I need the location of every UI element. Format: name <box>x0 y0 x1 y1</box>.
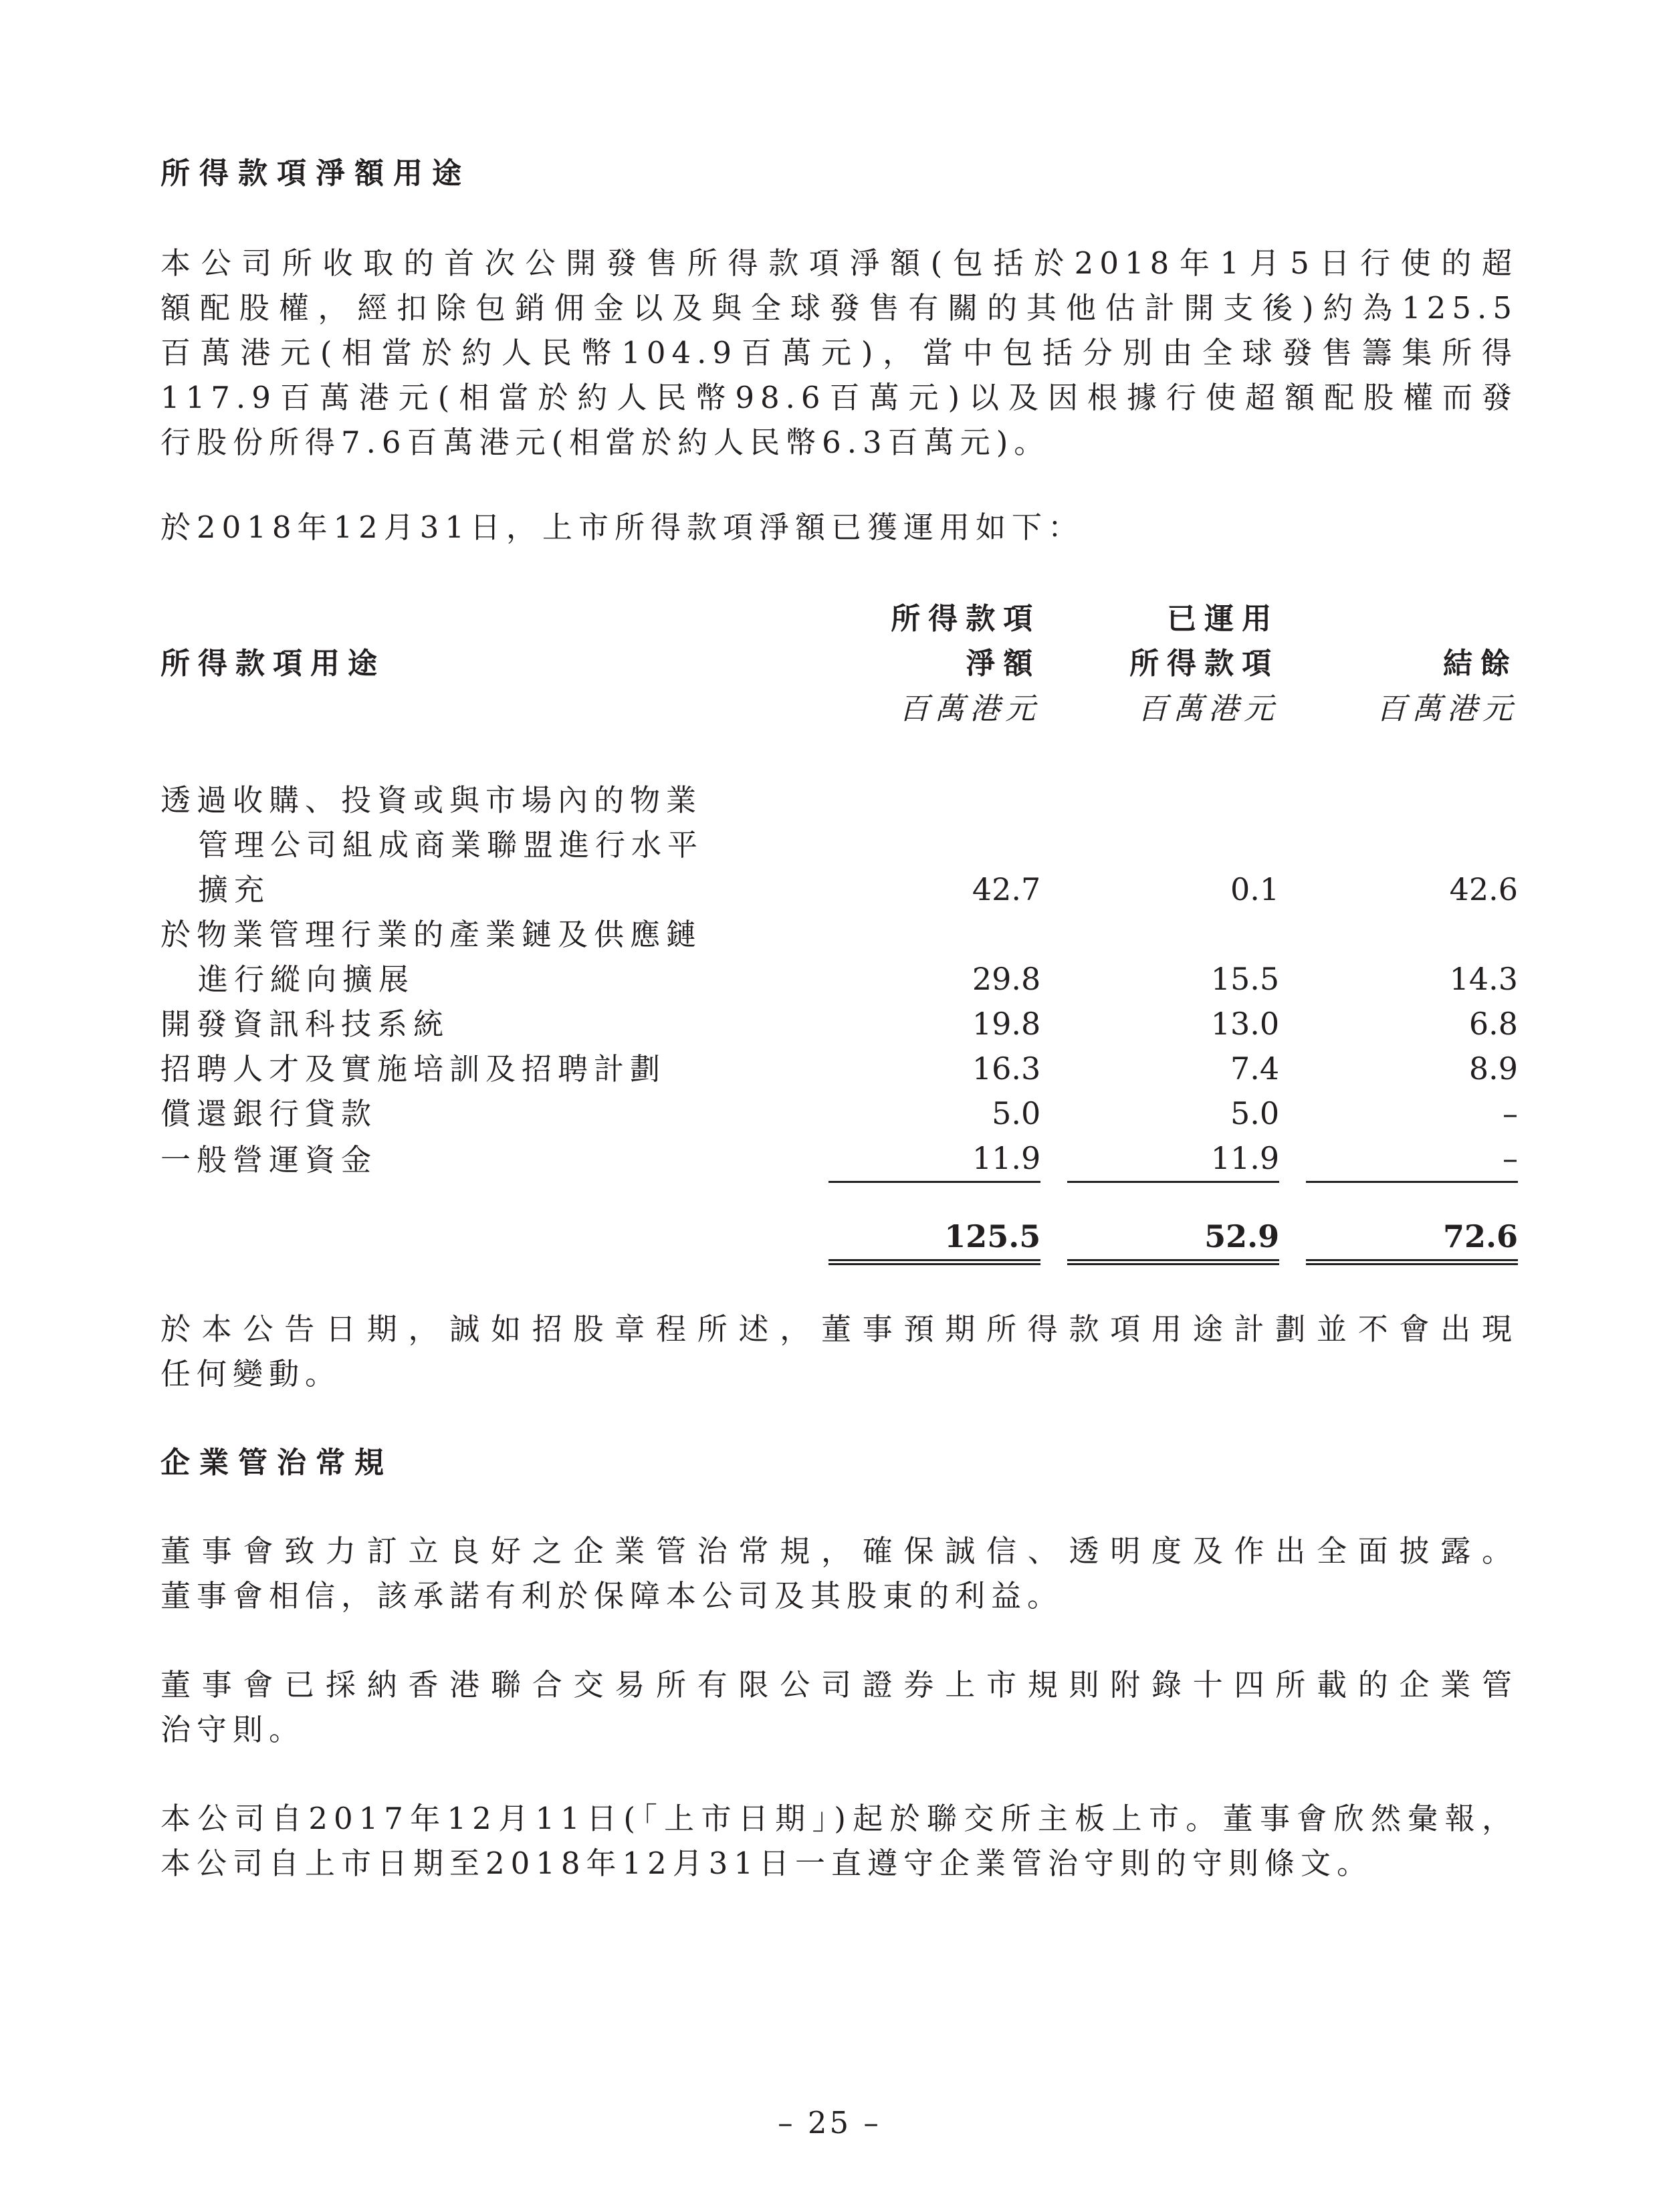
row-label: 開發資訊科技系統 <box>160 1006 450 1042</box>
paragraph-line: 任何變動。 <box>160 1355 342 1392</box>
cell-utilized: 15.5 <box>1210 961 1280 997</box>
table-row <box>160 822 1518 867</box>
table-unit-row <box>160 686 1518 731</box>
proceeds-paragraph <box>160 241 1518 465</box>
row-label: 擴充 <box>198 872 271 907</box>
unit-utilized: 百萬港元 <box>1137 691 1280 726</box>
row-label: 一般營運資金 <box>160 1141 378 1178</box>
paragraph-line: 董事會已採納香港聯合交易所有限公司證券上市規則附錄十四所載的企業管 <box>160 1666 1518 1702</box>
cell-balance: 8.9 <box>1468 1050 1518 1087</box>
table-row <box>160 912 1518 957</box>
cell-net-proceeds: 11.9 <box>828 1136 1041 1182</box>
cell-utilized: 7.4 <box>1230 1050 1280 1087</box>
paragraph-line: 117.9百萬港元(相當於約人民幣98.6百萬元)以及因根據行使超額配股權而發 <box>160 380 1518 415</box>
usage-intro-paragraph: 於2018年12月31日，上市所得款項淨額已獲運用如下： <box>160 510 1085 545</box>
cell-balance: 42.6 <box>1449 871 1518 907</box>
no-change-paragraph <box>160 1307 1518 1396</box>
paragraph-line: 百萬港元(相當於約人民幣104.9百萬元)，當中包括分別由全球發售籌集所得 <box>160 335 1518 370</box>
header-utilized-line1: 已運用 <box>1167 602 1280 636</box>
cell-utilized: 0.1 <box>1230 871 1280 907</box>
table-header-row <box>160 641 1518 686</box>
paragraph-line: 額配股權，經扣除包銷佣金以及與全球發售有關的其他估計開支後)約為125.5 <box>160 290 1518 326</box>
unit-balance: 百萬港元 <box>1375 691 1518 726</box>
table-total-row <box>160 1214 1518 1262</box>
table-header-row <box>160 596 1518 641</box>
section-heading-governance: 企業管治常規 <box>160 1445 393 1480</box>
header-utilized-line2: 所得款項 <box>1129 647 1280 681</box>
paragraph-line: 董事會相信，該承諾有利於保障本公司及其股東的利益。 <box>160 1577 1064 1614</box>
row-label: 招聘人才及實施培訓及招聘計劃 <box>160 1051 667 1087</box>
paragraph-line: 行股份所得7.6百萬港元(相當於約人民幣6.3百萬元)。 <box>160 425 1050 460</box>
table-row <box>160 1046 1518 1091</box>
cell-utilized: 13.0 <box>1210 1006 1280 1042</box>
table-row <box>160 867 1518 912</box>
unit-net-proceeds: 百萬港元 <box>899 691 1041 726</box>
row-label: 償還銀行貸款 <box>160 1096 378 1131</box>
cell-net-proceeds: 5.0 <box>992 1095 1041 1131</box>
total-balance: 72.6 <box>1306 1214 1518 1262</box>
header-balance: 結餘 <box>1443 647 1518 681</box>
table-row <box>160 778 1518 822</box>
table-row <box>160 957 1518 1002</box>
governance-paragraph-2 <box>160 1662 1518 1752</box>
page-content <box>160 154 1518 1886</box>
paragraph-line: 本公司自2017年12月11日(「上市日期」)起於聯交所主板上市。董事會欣然彙報， <box>160 1800 1518 1836</box>
cell-net-proceeds: 19.8 <box>972 1006 1041 1042</box>
paragraph-line: 本公司自上市日期至2018年12月31日一直遵守企業管治守則的守則條文。 <box>160 1845 1373 1881</box>
paragraph-line: 本公司所收取的首次公開發售所得款項淨額(包括於2018年1月5日行使的超 <box>160 245 1518 281</box>
total-utilized: 52.9 <box>1067 1214 1279 1262</box>
cell-balance: 14.3 <box>1449 961 1518 997</box>
row-label: 進行縱向擴展 <box>198 962 415 997</box>
header-net-proceeds-line1: 所得款項 <box>891 602 1041 636</box>
row-label: 透過收購、投資或與市場內的物業 <box>160 782 703 818</box>
row-label: 於物業管理行業的產業鏈及供應鏈 <box>160 917 703 952</box>
paragraph-line: 董事會致力訂立良好之企業管治常規，確保誠信、透明度及作出全面披露。 <box>160 1533 1518 1569</box>
cell-net-proceeds: 16.3 <box>972 1050 1041 1087</box>
header-net-proceeds-line2: 淨額 <box>966 647 1041 681</box>
section-heading-proceeds: 所得款項淨額用途 <box>160 156 471 191</box>
table-row <box>160 1091 1518 1136</box>
total-net-proceeds: 125.5 <box>828 1214 1041 1262</box>
governance-paragraph-3 <box>160 1796 1518 1886</box>
page-number: – 25 – <box>778 2105 881 2140</box>
paragraph-line: 治守則。 <box>160 1711 306 1747</box>
cell-net-proceeds: 29.8 <box>972 961 1041 997</box>
cell-balance: – <box>1306 1136 1518 1182</box>
header-usage-label: 所得款項用途 <box>160 647 385 681</box>
cell-utilized: 11.9 <box>1067 1136 1279 1182</box>
cell-utilized: 5.0 <box>1230 1095 1280 1131</box>
cell-balance: – <box>1503 1095 1518 1131</box>
row-label: 管理公司組成商業聯盟進行水平 <box>198 827 704 863</box>
cell-net-proceeds: 42.7 <box>972 871 1041 907</box>
paragraph-line: 於本公告日期，誠如招股章程所述，董事預期所得款項用途計劃並不會出現 <box>160 1311 1518 1347</box>
cell-balance: 6.8 <box>1468 1006 1518 1042</box>
governance-paragraph-1 <box>160 1529 1518 1618</box>
table-row <box>160 1002 1518 1046</box>
proceeds-usage-table <box>160 596 1518 1265</box>
table-row <box>160 1136 1518 1182</box>
